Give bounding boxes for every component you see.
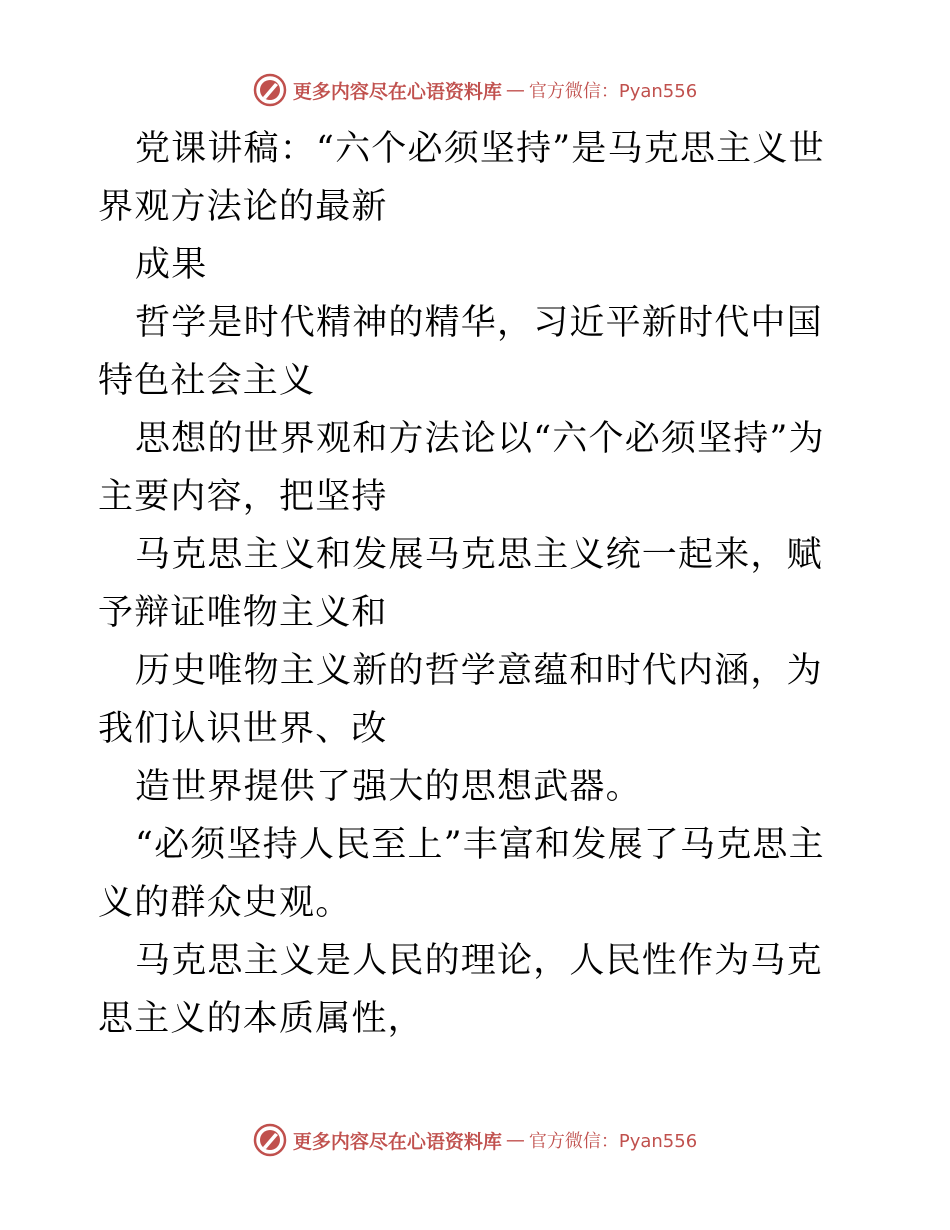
watermark-main-text: 更多内容尽在心语资料库 [292, 80, 502, 103]
paragraph: 马克思主义和发展马克思主义统一起来，赋予辩证唯物主义和 [98, 535, 823, 633]
footer-watermark [0, 1120, 950, 1160]
header-watermark [0, 70, 950, 110]
paragraph: 历史唯物主义新的哲学意蕴和时代内涵，为我们认识世界、改 [98, 651, 823, 749]
watermark-dash: — [505, 79, 525, 101]
watermark-sub-text: 官方微信：Pyan556 [528, 81, 698, 102]
paragraph: 党课讲稿：“六个必须坚持”是马克思主义世界观方法论的最新 [98, 129, 825, 227]
paragraph: “必须坚持人民至上”丰富和发展了马克思主义的群众史观。 [98, 825, 825, 923]
paragraph: 哲学是时代精神的精华，习近平新时代中国特色社会主义 [98, 303, 823, 401]
watermark-sub-text: 官方微信：Pyan556 [528, 1131, 698, 1152]
pen-logo-icon [253, 1123, 287, 1157]
pen-logo-icon [253, 73, 287, 107]
document-body [98, 120, 858, 1048]
watermark-main-text: 更多内容尽在心语资料库 [292, 1130, 502, 1153]
watermark-dash: — [505, 1129, 525, 1151]
paragraph: 成果 [135, 245, 208, 285]
paragraph: 思想的世界观和方法论以“六个必须坚持”为主要内容，把坚持 [98, 419, 825, 517]
paragraph: 马克思主义是人民的理论，人民性作为马克思主义的本质属性， [98, 941, 823, 1039]
paragraph: 造世界提供了强大的思想武器。 [135, 767, 642, 807]
